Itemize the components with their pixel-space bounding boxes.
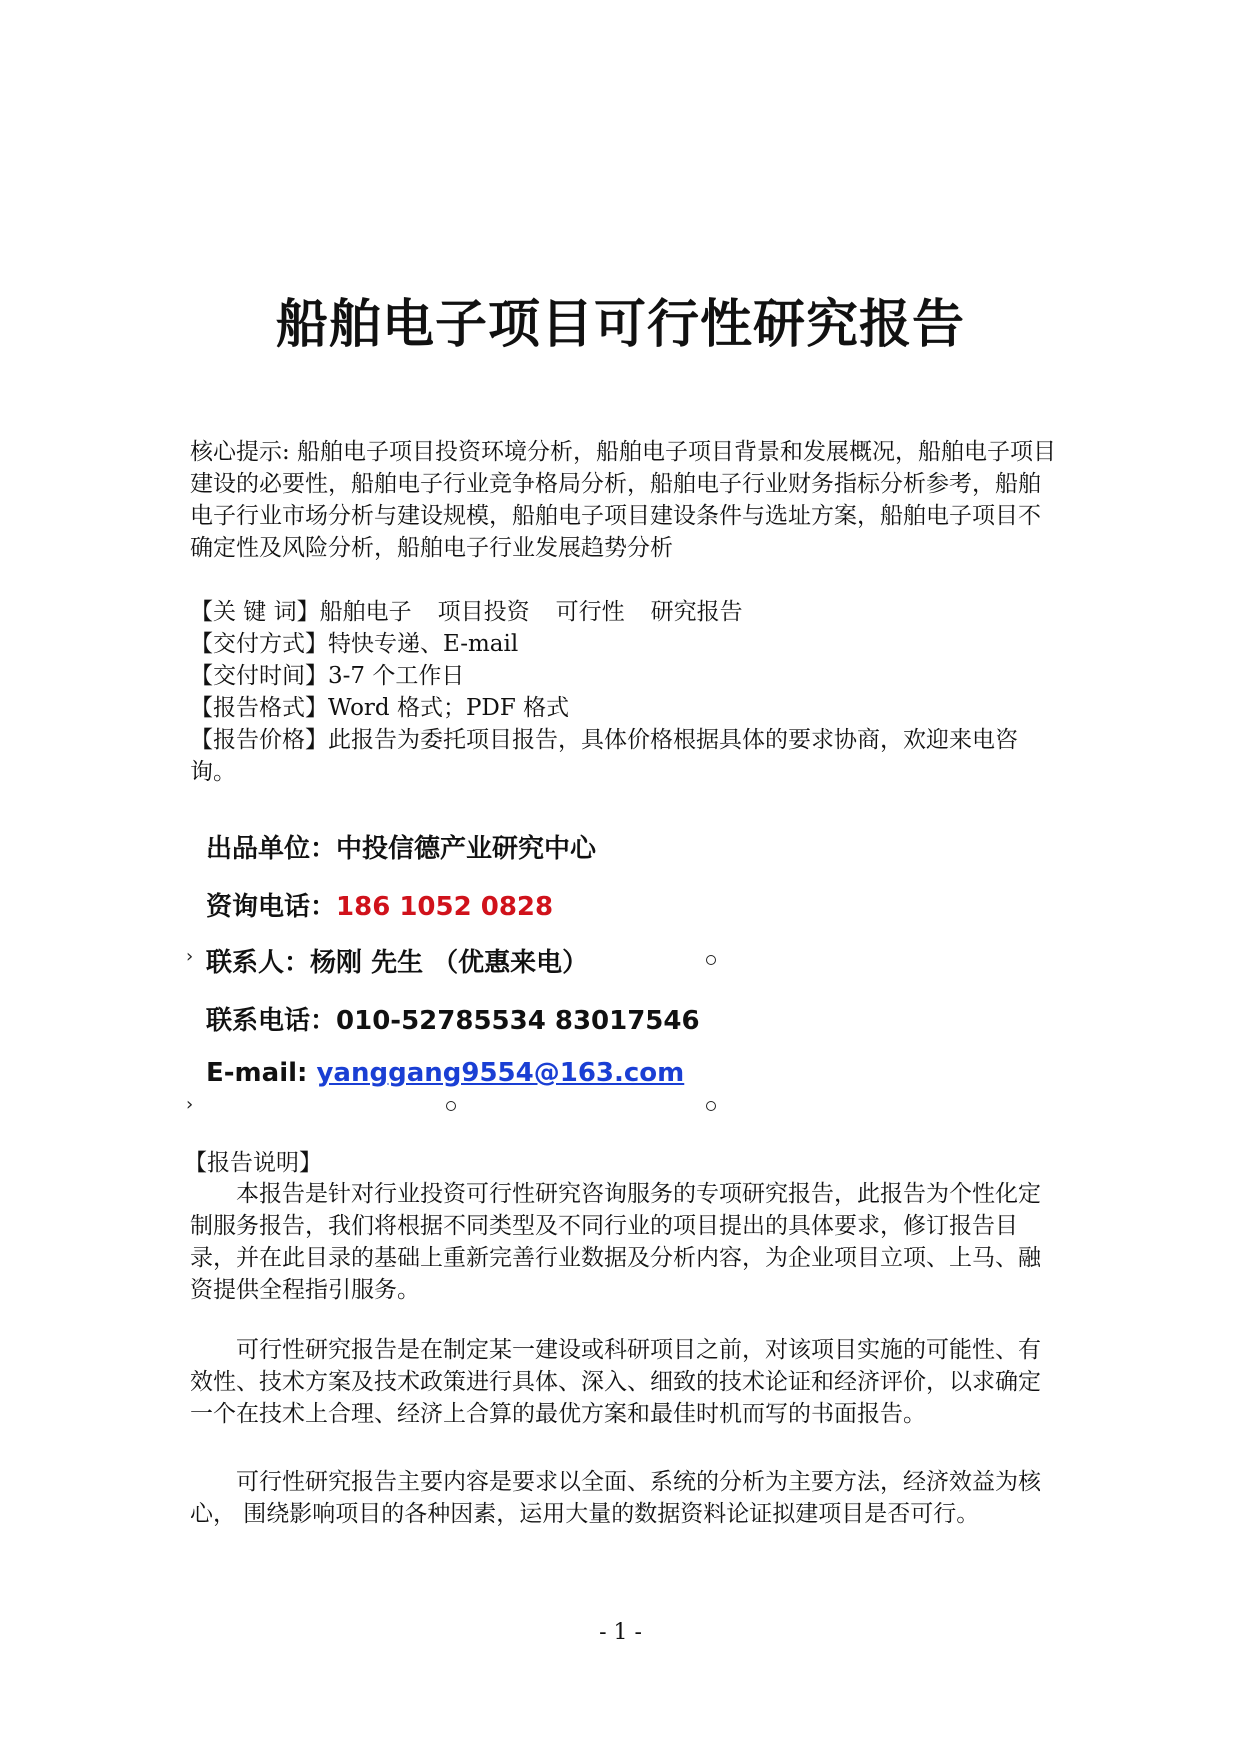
- meta-format: [190, 692, 1060, 724]
- report-paragraph: 可行性研究报告是在制定某一建设或科研项目之前，对该项目实施的可能性、有效性、技术方案及技术政策进行具体、深入、细致的技术论证和经济评价，以求确定一个在技术上合理、经济上合算的最优方案和最佳时机而写的书面报告。: [190, 1337, 1041, 1427]
- delivery-method-label: 【交付方式】: [190, 631, 328, 657]
- bullet-mark: ›: [186, 1094, 194, 1115]
- meta-delivery-method: [190, 628, 1060, 660]
- phone-line: [206, 886, 553, 923]
- anchor-circle: [446, 1101, 456, 1111]
- tel-label: 联系电话：: [206, 1006, 337, 1036]
- person-line: [206, 942, 588, 979]
- anchor-circle: [706, 1101, 716, 1111]
- delivery-time-label: 【交付时间】: [190, 663, 328, 689]
- keyword: 可行性: [555, 599, 625, 625]
- price-label: 【报告价格】: [190, 727, 328, 753]
- publisher-line: [206, 828, 596, 865]
- meta-keywords: [190, 596, 1060, 628]
- meta-price: [190, 724, 1060, 788]
- bullet-mark: ›: [186, 946, 194, 967]
- tel-value: 010-52785534 83017546: [336, 1006, 700, 1036]
- report-paragraph: 可行性研究报告主要内容是要求以全面、系统的分析为主要方法，经济效益为核心， 围绕影响项目的各种因素，运用大量的数据资料论证拟建项目是否可行。: [190, 1469, 1041, 1527]
- page-number: - 1 -: [599, 1620, 642, 1645]
- document-title: 船舶电子项目可行性研究报告: [275, 295, 965, 355]
- price-value: 此报告为委托项目报告，具体价格根据具体的要求协商，欢迎来电咨询。: [190, 727, 1018, 785]
- report-paragraph: 本报告是针对行业投资可行性研究咨询服务的专项研究报告，此报告为个性化定制服务报告，我们将根据不同类型及不同行业的项目提出的具体要求，修订报告目录，并在此目录的基础上重新完善行业数据及分析内容，为企业项目立项、上马、融资提供全程指引服务。: [190, 1181, 1041, 1303]
- report-meta: [190, 596, 1060, 788]
- publisher-value: 中投信德产业研究中心: [336, 834, 597, 864]
- person-label: 联系人：: [206, 948, 311, 978]
- email-link[interactable]: yanggang9554@163.com: [316, 1058, 685, 1088]
- meta-delivery-time: [190, 660, 1060, 692]
- format-value: Word 格式；PDF 格式: [328, 695, 570, 721]
- email-line: [206, 1058, 684, 1088]
- delivery-time-value: 3-7 个工作日: [328, 663, 465, 689]
- person-value: 杨刚 先生 （优惠来电）: [310, 948, 589, 978]
- keywords-label: 【关 键 词】: [190, 599, 320, 625]
- delivery-method-value: 特快专递、E-mail: [328, 631, 519, 657]
- phone-label: 资询电话：: [206, 892, 337, 922]
- report-heading: 【报告说明】: [184, 1150, 322, 1176]
- format-label: 【报告格式】: [190, 695, 328, 721]
- publisher-label: 出品单位：: [206, 834, 337, 864]
- keyword: 船舶电子: [319, 599, 412, 625]
- keyword: 研究报告: [650, 599, 743, 625]
- keyword: 项目投资: [437, 599, 530, 625]
- email-label: E-mail:: [206, 1058, 317, 1088]
- summary-paragraph: 核心提示: 船舶电子项目投资环境分析，船舶电子项目背景和发展概况，船舶电子项目建设的必要性，船舶电子行业竞争格局分析，船舶电子行业财务指标分析参考，船舶电子行业市场分析与建设规模，船舶电子项目建设条件与选址方案，船舶电子项目不确定性及风险分析，船舶电子行业发展趋势分析: [190, 439, 1057, 561]
- anchor-circle: [706, 955, 716, 965]
- tel-line: [206, 1000, 700, 1037]
- phone-value: 186 1052 0828: [336, 892, 554, 922]
